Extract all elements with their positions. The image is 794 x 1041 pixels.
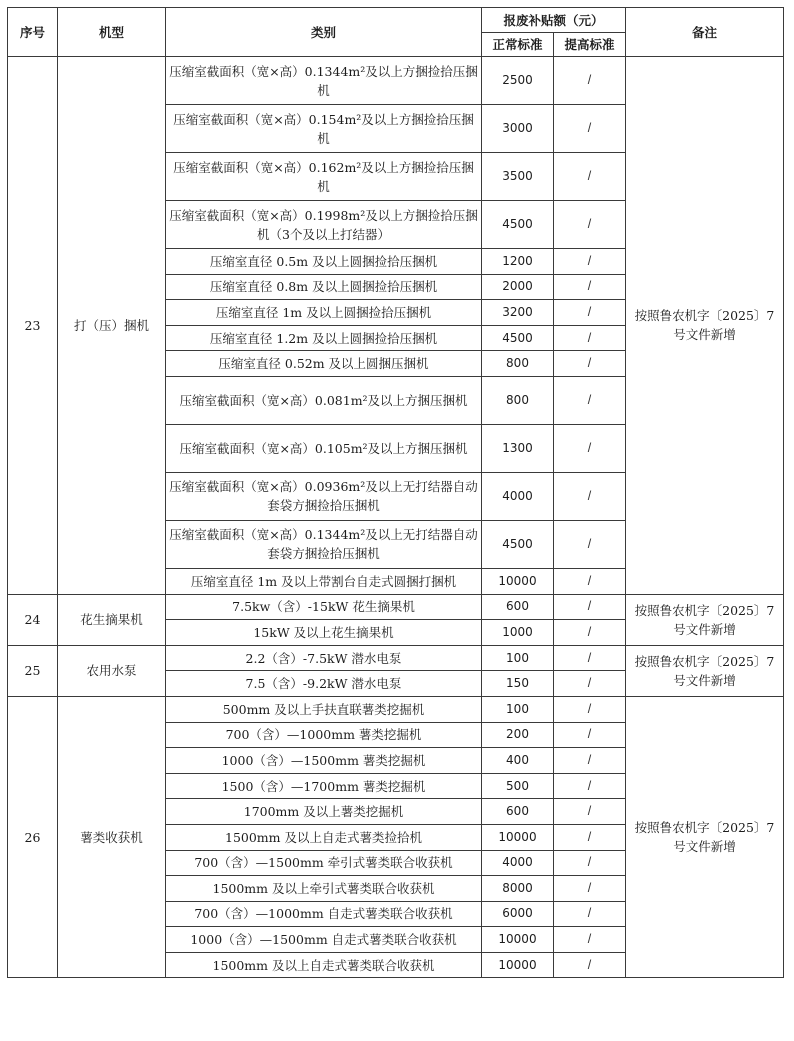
category-cell: 压缩室截面积（宽×高）0.1344m²及以上方捆捡拾压捆机 xyxy=(166,57,482,105)
normal-amount: 8000 xyxy=(482,876,554,902)
category-cell: 700（含）—1000mm 薯类挖掘机 xyxy=(166,722,482,748)
header-seq: 序号 xyxy=(8,8,58,57)
normal-amount: 100 xyxy=(482,696,554,722)
raised-amount: / xyxy=(554,274,626,300)
category-cell: 压缩室截面积（宽×高）0.0936m²及以上无打结器自动套袋方捆捡拾压捆机 xyxy=(166,472,482,520)
normal-amount: 4500 xyxy=(482,325,554,351)
normal-amount: 200 xyxy=(482,722,554,748)
category-cell: 7.5kw（含）-15kW 花生摘果机 xyxy=(166,594,482,620)
category-cell: 压缩室直径 0.5m 及以上圆捆捡拾压捆机 xyxy=(166,249,482,275)
normal-amount: 10000 xyxy=(482,927,554,953)
header-model: 机型 xyxy=(58,8,166,57)
header-category: 类别 xyxy=(166,8,482,57)
group-remark: 按照鲁农机字〔2025〕7号文件新增 xyxy=(626,57,784,595)
normal-amount: 2000 xyxy=(482,274,554,300)
raised-amount: / xyxy=(554,696,626,722)
group-model: 薯类收获机 xyxy=(58,696,166,978)
normal-amount: 800 xyxy=(482,376,554,424)
raised-amount: / xyxy=(554,645,626,671)
category-cell: 压缩室截面积（宽×高）0.1344m²及以上无打结器自动套袋方捆捡拾压捆机 xyxy=(166,520,482,568)
normal-amount: 4500 xyxy=(482,201,554,249)
raised-amount: / xyxy=(554,472,626,520)
raised-amount: / xyxy=(554,748,626,774)
raised-amount: / xyxy=(554,901,626,927)
category-cell: 1000（含）—1500mm 自走式薯类联合收获机 xyxy=(166,927,482,953)
category-cell: 1500mm 及以上自走式薯类捡拾机 xyxy=(166,824,482,850)
raised-amount: / xyxy=(554,671,626,697)
raised-amount: / xyxy=(554,376,626,424)
category-cell: 压缩室截面积（宽×高）0.1998m²及以上方捆捡拾压捆机（3个及以上打结器） xyxy=(166,201,482,249)
normal-amount: 4500 xyxy=(482,520,554,568)
category-cell: 1700mm 及以上薯类挖掘机 xyxy=(166,799,482,825)
raised-amount: / xyxy=(554,773,626,799)
category-cell: 1500mm 及以上自走式薯类联合收获机 xyxy=(166,952,482,978)
group-remark: 按照鲁农机字〔2025〕7号文件新增 xyxy=(626,645,784,696)
category-cell: 1000（含）—1500mm 薯类挖掘机 xyxy=(166,748,482,774)
category-cell: 500mm 及以上手扶直联薯类挖掘机 xyxy=(166,696,482,722)
category-cell: 15kW 及以上花生摘果机 xyxy=(166,620,482,646)
raised-amount: / xyxy=(554,105,626,153)
normal-amount: 2500 xyxy=(482,57,554,105)
raised-amount: / xyxy=(554,594,626,620)
header-remark: 备注 xyxy=(626,8,784,57)
raised-amount: / xyxy=(554,300,626,326)
group-seq: 23 xyxy=(8,57,58,595)
category-cell: 压缩室直径 0.52m 及以上圆捆压捆机 xyxy=(166,351,482,377)
category-cell: 2.2（含）-7.5kW 潜水电泵 xyxy=(166,645,482,671)
normal-amount: 10000 xyxy=(482,824,554,850)
normal-amount: 4000 xyxy=(482,472,554,520)
raised-amount: / xyxy=(554,952,626,978)
category-cell: 压缩室截面积（宽×高）0.105m²及以上方捆压捆机 xyxy=(166,424,482,472)
subsidy-table xyxy=(7,7,784,978)
normal-amount: 3000 xyxy=(482,105,554,153)
normal-amount: 400 xyxy=(482,748,554,774)
category-cell: 压缩室直径 1.2m 及以上圆捆捡拾压捆机 xyxy=(166,325,482,351)
normal-amount: 3500 xyxy=(482,153,554,201)
raised-amount: / xyxy=(554,325,626,351)
category-cell: 压缩室截面积（宽×高）0.162m²及以上方捆捡拾压捆机 xyxy=(166,153,482,201)
table-row xyxy=(8,594,784,620)
group-model: 打（压）捆机 xyxy=(58,57,166,595)
group-model: 花生摘果机 xyxy=(58,594,166,645)
table-row xyxy=(8,645,784,671)
normal-amount: 1000 xyxy=(482,620,554,646)
raised-amount: / xyxy=(554,799,626,825)
normal-amount: 800 xyxy=(482,351,554,377)
raised-amount: / xyxy=(554,824,626,850)
group-seq: 25 xyxy=(8,645,58,696)
normal-amount: 4000 xyxy=(482,850,554,876)
raised-amount: / xyxy=(554,424,626,472)
header-normal: 正常标准 xyxy=(482,33,554,57)
normal-amount: 3200 xyxy=(482,300,554,326)
normal-amount: 600 xyxy=(482,799,554,825)
normal-amount: 10000 xyxy=(482,952,554,978)
raised-amount: / xyxy=(554,568,626,594)
raised-amount: / xyxy=(554,249,626,275)
category-cell: 压缩室直径 1m 及以上带割台自走式圆捆打捆机 xyxy=(166,568,482,594)
raised-amount: / xyxy=(554,153,626,201)
category-cell: 压缩室截面积（宽×高）0.154m²及以上方捆捡拾压捆机 xyxy=(166,105,482,153)
raised-amount: / xyxy=(554,850,626,876)
category-cell: 压缩室直径 0.8m 及以上圆捆捡拾压捆机 xyxy=(166,274,482,300)
category-cell: 700（含）—1500mm 牵引式薯类联合收获机 xyxy=(166,850,482,876)
group-remark: 按照鲁农机字〔2025〕7号文件新增 xyxy=(626,594,784,645)
table-row xyxy=(8,696,784,722)
category-cell: 7.5（含）-9.2kW 潜水电泵 xyxy=(166,671,482,697)
category-cell: 1500mm 及以上牵引式薯类联合收获机 xyxy=(166,876,482,902)
normal-amount: 10000 xyxy=(482,568,554,594)
normal-amount: 1200 xyxy=(482,249,554,275)
normal-amount: 150 xyxy=(482,671,554,697)
normal-amount: 1300 xyxy=(482,424,554,472)
group-remark: 按照鲁农机字〔2025〕7号文件新增 xyxy=(626,696,784,978)
raised-amount: / xyxy=(554,722,626,748)
normal-amount: 6000 xyxy=(482,901,554,927)
raised-amount: / xyxy=(554,620,626,646)
group-model: 农用水泵 xyxy=(58,645,166,696)
category-cell: 压缩室截面积（宽×高）0.081m²及以上方捆压捆机 xyxy=(166,376,482,424)
group-seq: 24 xyxy=(8,594,58,645)
normal-amount: 500 xyxy=(482,773,554,799)
category-cell: 压缩室直径 1m 及以上圆捆捡拾压捆机 xyxy=(166,300,482,326)
raised-amount: / xyxy=(554,876,626,902)
header-row xyxy=(8,8,784,33)
table-row xyxy=(8,57,784,105)
category-cell: 700（含）—1000mm 自走式薯类联合收获机 xyxy=(166,901,482,927)
raised-amount: / xyxy=(554,520,626,568)
normal-amount: 600 xyxy=(482,594,554,620)
raised-amount: / xyxy=(554,351,626,377)
header-raised: 提高标准 xyxy=(554,33,626,57)
category-cell: 1500（含）—1700mm 薯类挖掘机 xyxy=(166,773,482,799)
raised-amount: / xyxy=(554,927,626,953)
normal-amount: 100 xyxy=(482,645,554,671)
raised-amount: / xyxy=(554,201,626,249)
raised-amount: / xyxy=(554,57,626,105)
group-seq: 26 xyxy=(8,696,58,978)
header-amount: 报废补贴额（元） xyxy=(482,8,626,33)
